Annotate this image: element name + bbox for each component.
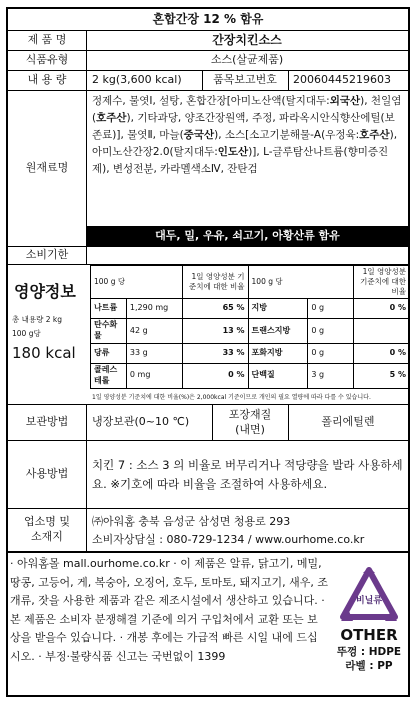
recycle-cap: 뚜껑 : HDPE: [336, 646, 402, 659]
notice-text: · 아워홈몰 mall.ourhome.co.kr · 이 제품은 알류, 닭고기, 메밀, 땅콩, 고등어, 게, 복숭아, 오징어, 호두, 토마토, 돼지고기, 새우, 조개류, 잣을 사용한 제품과 같은 제조시설에서 생산하고 있습니다. · 본 제품은 소비자 분쟁해결 기준에 의거 구입처에서 교환 또는 보상을 받을수 있습니다. · 개봉 후에는 가급적 빠른 시일 내에 드십시오. · 부정·불량식품 신고는 국번없이 1399: [10, 557, 328, 663]
company-contact: 소비자상담실 : 080-729-1234 / www.ourhome.co.kr: [92, 533, 365, 546]
nutrient-name: 단백질: [248, 363, 308, 388]
ingredient-segment: ), 아미노산간장2.0(탈지대두:: [92, 129, 398, 158]
allergen-bar: 대두, 밀, 우유, 쇠고기, 아황산류 함유: [87, 226, 408, 246]
ingredient-segment: )], L-글루탐산나트륨(향미증진제), 변성전분, 카라멜색소Ⅳ, 잔탄검: [92, 146, 389, 175]
nutrient-percent: 0 %: [354, 343, 410, 363]
nutrient-name: 포화지방: [248, 343, 308, 363]
nutrition-row: [8, 265, 408, 405]
expiry-row: [8, 247, 408, 265]
ingredient-segment: ), 천일염(: [92, 95, 402, 124]
ingredient-segment: ), 소스[소고기분해물-A(우정육:: [214, 129, 360, 141]
nutrient-amount: 3 g: [308, 363, 354, 388]
nutrient-percent: 13 %: [182, 319, 248, 344]
ingredient-segment: ), 기타과당, 양조간장원액, 주정, 파라옥시안식향산에틸(보존료)], 물엿Ⅱ, 마늘(: [92, 112, 395, 141]
nutrient-percent: 0 %: [354, 299, 410, 319]
nutrition-head-right: 100 g 당: [248, 266, 354, 299]
recycle-mark: [330, 567, 408, 695]
product-name-row: [8, 31, 408, 51]
nutrient-amount: 0 g: [308, 299, 354, 319]
nutrient-name: 지방: [248, 299, 308, 319]
nutrient-percent: 33 %: [182, 343, 248, 363]
storage-row: [8, 405, 408, 441]
nutrient-percent: 0 %: [182, 363, 248, 388]
company-row: [8, 509, 408, 553]
nutrient-name: 트랜스지방: [248, 319, 308, 344]
nutrition-table: [90, 265, 410, 389]
nutrition-head-pct-left: 1일 영양성분 기준치에 대한 비율: [182, 266, 248, 299]
report-label: 품목보고번호: [213, 73, 277, 87]
nutrient-name: 콜레스테롤: [91, 363, 127, 388]
product-type-label: 식품유형: [25, 53, 69, 67]
ingredients-text: [92, 93, 404, 178]
nutrition-title: 영양정보: [14, 282, 76, 301]
ingredient-origin: 인도산: [217, 146, 249, 158]
ingredient-segment: 정제수, 물엿Ⅰ, 설탕, 혼합간장[아미노산액(탈지대두:: [92, 95, 330, 107]
packaging-value: 폴리에틸렌: [321, 415, 375, 429]
volume-label: 내 용 량: [27, 73, 67, 87]
header-row: [8, 9, 408, 31]
product-name-label: 제 품 명: [27, 33, 67, 47]
ingredient-origin: 중국산: [183, 129, 215, 141]
product-label: [6, 7, 410, 697]
nutrient-percent: [354, 319, 410, 344]
nutrient-amount: 0 mg: [126, 363, 182, 388]
storage-value: 냉장보관(0~10 ℃): [92, 415, 190, 429]
nutrient-amount: 33 g: [126, 343, 182, 363]
product-name: 간장치킨소스: [212, 33, 282, 48]
product-type: 소스(살균제품): [210, 53, 284, 67]
usage-label: 사용방법: [25, 467, 69, 481]
nutrition-head-left: 100 g 당: [91, 266, 183, 299]
usage-text: 치킨 7 : 소스 3 의 비율로 버무리거나 적당량을 발라 사용하세요. ※기호에 따라 비율을 조절하여 사용하세요.: [92, 457, 403, 491]
ingredient-origin: 외국산: [329, 95, 361, 107]
nutrient-amount: 0 g: [308, 319, 354, 344]
recycle-mark-text: 비닐류: [355, 596, 383, 606]
ingredients-row: [8, 91, 408, 247]
ingredient-origin: 호주산: [359, 129, 390, 141]
nutrition-per: 100 g당: [12, 329, 41, 338]
nutrition-kcal: 180 kcal: [12, 344, 76, 362]
nutrition-table-row: [91, 319, 410, 344]
nutrient-name: 탄수화물: [91, 319, 127, 344]
report-number: 20060445219603: [293, 73, 391, 87]
nutrient-name: 당류: [91, 343, 127, 363]
recycle-other: OTHER: [340, 626, 398, 644]
ingredient-origin: 호주산: [96, 112, 127, 124]
recycle-label-material: 라벨 : PP: [345, 660, 393, 673]
header-text: 혼합간장 12 % 함유: [152, 12, 264, 27]
company-address: ㈜아워홈 충북 음성군 삼성면 청용로 293: [92, 515, 291, 528]
expiry-label: 소비기한: [25, 248, 69, 262]
nutrient-amount: 0 g: [308, 343, 354, 363]
storage-label: 보관방법: [25, 415, 69, 429]
nutrition-total: 총 내용량 2 kg: [12, 315, 63, 324]
packaging-label: 포장재질 (내면): [228, 407, 272, 436]
nutrient-name: 나트륨: [91, 299, 127, 319]
company-label: 업소명 및 소재지: [23, 515, 70, 543]
ingredients-label: 원재료명: [25, 161, 69, 175]
company-info: [92, 513, 406, 549]
usage-row: [8, 441, 408, 509]
nutrient-amount: 42 g: [126, 319, 182, 344]
nutrition-head-pct-right: 1일 영양성분 기준치에 대한 비율: [354, 266, 410, 299]
volume-value: 2 kg(3,600 kcal): [92, 73, 182, 87]
nutrition-table-row: [91, 363, 410, 388]
volume-row: [8, 71, 408, 91]
nutrition-footnote: 1일 영양성분 기준치에 대한 비율(%)은 2,000kcal 기준이므로 개인의 필요 열량에 따라 다를 수 있습니다.: [92, 393, 371, 401]
product-type-row: [8, 51, 408, 71]
nutrition-table-row: [91, 343, 410, 363]
nutrient-percent: 65 %: [182, 299, 248, 319]
nutrient-percent: 5 %: [354, 363, 410, 388]
nutrient-amount: 1,290 mg: [126, 299, 182, 319]
nutrition-table-row: [91, 299, 410, 319]
